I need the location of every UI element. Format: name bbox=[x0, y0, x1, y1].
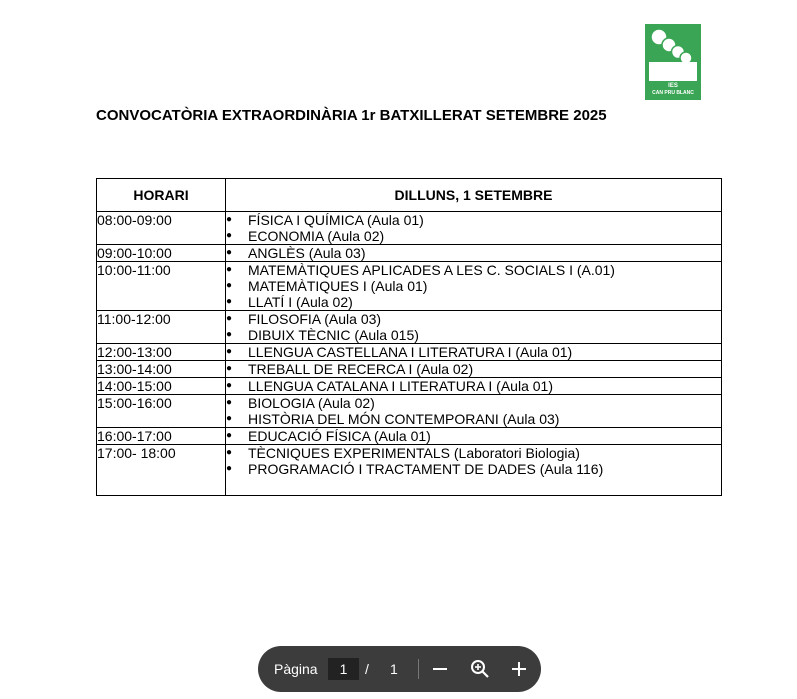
subject-item: ● HISTÒRIA DEL MÓN CONTEMPORANI (Aula 03) bbox=[226, 411, 721, 427]
subject-list bbox=[226, 212, 721, 244]
table-row bbox=[97, 378, 722, 395]
table-row bbox=[97, 245, 722, 262]
header-time: HORARI bbox=[97, 179, 226, 212]
time-slot: 15:00-16:00 bbox=[97, 395, 226, 428]
subject-list bbox=[226, 245, 721, 261]
subject-item: ● BIOLOGIA (Aula 02) bbox=[226, 395, 721, 411]
subject-item: ● LLATÍ I (Aula 02) bbox=[226, 294, 721, 310]
table-row bbox=[97, 395, 722, 428]
page-separator: / bbox=[365, 661, 369, 677]
plus-icon bbox=[505, 655, 533, 683]
time-slot: 14:00-15:00 bbox=[97, 378, 226, 395]
time-slot: 10:00-11:00 bbox=[97, 262, 226, 311]
schedule-table bbox=[96, 178, 722, 496]
subject-item: ● FILOSOFIA (Aula 03) bbox=[226, 311, 721, 327]
zoom-fit-button[interactable] bbox=[466, 655, 494, 683]
logo-line1: IES bbox=[668, 83, 678, 89]
time-slot: 11:00-12:00 bbox=[97, 311, 226, 344]
subject-list bbox=[226, 361, 721, 377]
subject-item: ● LLENGUA CASTELLANA I LITERATURA I (Aula 01) bbox=[226, 344, 721, 360]
subject-item: ● MATEMÀTIQUES I (Aula 01) bbox=[226, 278, 721, 294]
subjects-cell bbox=[226, 245, 722, 262]
table-row bbox=[97, 445, 722, 496]
subject-list bbox=[226, 378, 721, 394]
subjects-cell bbox=[226, 445, 722, 496]
time-slot: 09:00-10:00 bbox=[97, 245, 226, 262]
time-slot: 16:00-17:00 bbox=[97, 428, 226, 445]
zoom-in-button[interactable] bbox=[505, 655, 533, 683]
subject-item: ● ANGLÈS (Aula 03) bbox=[226, 245, 721, 261]
subject-list bbox=[226, 395, 721, 427]
subject-list bbox=[226, 344, 721, 360]
time-slot: 13:00-14:00 bbox=[97, 361, 226, 378]
subject-list bbox=[226, 311, 721, 343]
zoom-out-button[interactable] bbox=[426, 655, 454, 683]
subjects-cell bbox=[226, 361, 722, 378]
subject-item: ● PROGRAMACIÓ I TRACTAMENT DE DADES (Aula 116) bbox=[226, 461, 721, 477]
zoom-icon bbox=[466, 655, 494, 683]
table-row bbox=[97, 262, 722, 311]
subject-list bbox=[226, 445, 721, 477]
page-label: Pàgina bbox=[274, 661, 318, 677]
table-row bbox=[97, 212, 722, 245]
document-title: CONVOCATÒRIA EXTRAORDINÀRIA 1r BATXILLERAT SETEMBRE 2025 bbox=[96, 107, 607, 124]
subjects-cell bbox=[226, 428, 722, 445]
school-logo bbox=[645, 24, 701, 100]
subject-item: ● TREBALL DE RECERCA I (Aula 02) bbox=[226, 361, 721, 377]
subject-item: ● TÈCNIQUES EXPERIMENTALS (Laboratori Biologia) bbox=[226, 445, 721, 461]
subjects-cell bbox=[226, 378, 722, 395]
subject-item: ● MATEMÀTIQUES APLICADES A LES C. SOCIALS I (A.01) bbox=[226, 262, 721, 278]
subject-list bbox=[226, 428, 721, 444]
subjects-cell bbox=[226, 262, 722, 311]
toolbar-divider bbox=[418, 659, 419, 679]
total-pages: 1 bbox=[390, 661, 398, 677]
subject-item: ● ECONOMIA (Aula 02) bbox=[226, 228, 721, 244]
pdf-page-toolbar bbox=[258, 646, 541, 692]
subject-list bbox=[226, 262, 721, 310]
table-row bbox=[97, 344, 722, 361]
time-slot: 17:00- 18:00 bbox=[97, 445, 226, 496]
table-row bbox=[97, 361, 722, 378]
page-number-input[interactable]: 1 bbox=[328, 658, 359, 680]
header-day: DILLUNS, 1 SETEMBRE bbox=[226, 179, 722, 212]
time-slot: 12:00-13:00 bbox=[97, 344, 226, 361]
subjects-cell bbox=[226, 212, 722, 245]
subjects-cell bbox=[226, 344, 722, 361]
subjects-cell bbox=[226, 311, 722, 344]
schedule-body bbox=[97, 212, 722, 496]
subject-item: ● DIBUIX TÈCNIC (Aula 015) bbox=[226, 327, 721, 343]
table-row bbox=[97, 428, 722, 445]
subject-item: ● FÍSICA I QUÍMICA (Aula 01) bbox=[226, 212, 721, 228]
time-slot: 08:00-09:00 bbox=[97, 212, 226, 245]
subjects-cell bbox=[226, 395, 722, 428]
subject-item: ● EDUCACIÓ FÍSICA (Aula 01) bbox=[226, 428, 721, 444]
logo-line2: CAN PRU BLANC bbox=[652, 90, 694, 96]
minus-icon bbox=[426, 655, 454, 683]
table-header-row bbox=[97, 179, 722, 212]
table-row bbox=[97, 311, 722, 344]
subject-item: ● LLENGUA CATALANA I LITERATURA I (Aula 01) bbox=[226, 378, 721, 394]
